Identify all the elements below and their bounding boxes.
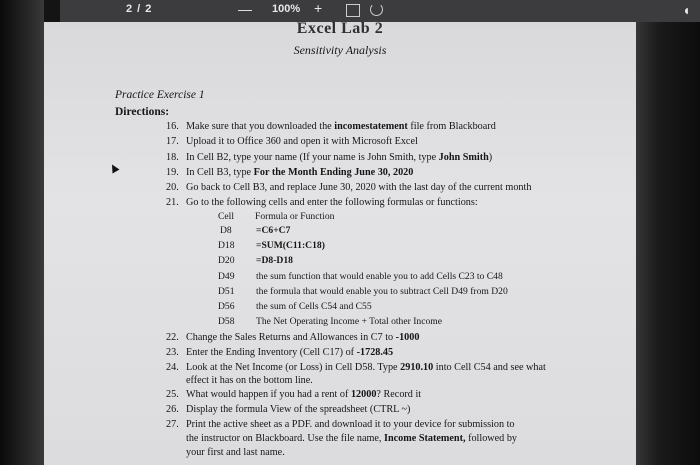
step-item: 24. Look at the Net Income (or Loss) in Cell D58. Type 2910.10 into Cell C54 and see what	[166, 362, 546, 373]
table-row-formula: the sum of Cells C54 and C55	[256, 301, 372, 312]
step-item: 17. Upload it to Office 360 and open it with Microsoft Excel	[166, 136, 418, 147]
page-title: Excel Lab 2	[296, 20, 384, 37]
fit-page-icon[interactable]	[346, 4, 360, 17]
table-row-cell: D58	[218, 316, 235, 327]
table-row-cell: D51	[218, 286, 235, 297]
table-row-formula: =SUM(C11:C18)	[256, 240, 325, 251]
step-item: 25. What would happen if you had a rent of 12000? Record it	[166, 389, 422, 400]
step-item: 19. In Cell B3, type For the Month Ending June 30, 2020	[166, 167, 414, 178]
step-item: 20. Go back to Cell B3, and replace June 30, 2020 with the last day of the current month	[166, 182, 532, 193]
table-row-formula: the formula that would enable you to subtract Cell D49 from D20	[256, 286, 508, 297]
step-item: 18. In Cell B2, type your name (If your name is John Smith, type John Smith)	[166, 152, 493, 163]
table-row-cell: D49	[218, 271, 235, 282]
logo-icon: ◖	[682, 2, 691, 18]
rotate-icon[interactable]	[370, 3, 383, 16]
step-item: 26. Display the formula View of the spreadsheet (CTRL ~)	[166, 404, 411, 415]
step-item: 21. Go to the following cells and enter the following formulas or functions:	[166, 197, 478, 208]
directions-heading: Directions:	[115, 106, 170, 118]
table-header-formula: Formula or Function	[255, 211, 335, 222]
table-row-formula: the sum function that would enable you to add Cells C23 to C48	[256, 271, 503, 282]
zoom-in-button[interactable]: +	[314, 0, 323, 16]
page-subtitle: Sensitivity Analysis	[293, 43, 387, 57]
step-continuation: effect it has on the bottom line.	[186, 375, 313, 386]
step-item: 16. Make sure that you downloaded the incomestatement file from Blackboard	[166, 121, 496, 132]
table-row-formula: =C6+C7	[256, 225, 291, 236]
step-continuation: the instructor on Blackboard. Use the file name, Income Statement, followed by	[186, 433, 518, 444]
table-row-formula: =D8-D18	[256, 255, 293, 266]
table-row-cell: D20	[218, 255, 235, 266]
table-row-formula: The Net Operating Income + Total other Income	[256, 316, 442, 327]
pdf-toolbar	[60, 0, 700, 22]
mouse-cursor-icon	[109, 163, 120, 174]
step-continuation: your first and last name.	[186, 447, 285, 458]
table-row-cell: D18	[218, 240, 235, 251]
monitor-bezel-right	[632, 0, 700, 465]
table-row-cell: D56	[218, 301, 235, 312]
exercise-heading: Practice Exercise 1	[115, 89, 205, 101]
step-item: 27. Print the active sheet as a PDF. and download it to your device for submission to	[166, 419, 515, 430]
table-header-cell: Cell	[218, 211, 234, 222]
page-indicator: 2 / 2	[126, 3, 153, 15]
step-item: 22. Change the Sales Returns and Allowances in C7 to -1000	[166, 332, 420, 343]
zoom-out-button[interactable]: —	[238, 1, 252, 17]
document-page	[44, 22, 636, 465]
step-item: 23. Enter the Ending Inventory (Cell C17) of -1728.45	[166, 347, 394, 358]
monitor-bezel-left	[0, 0, 44, 465]
table-row-cell: D8	[220, 225, 232, 236]
zoom-level: 100%	[272, 3, 301, 15]
